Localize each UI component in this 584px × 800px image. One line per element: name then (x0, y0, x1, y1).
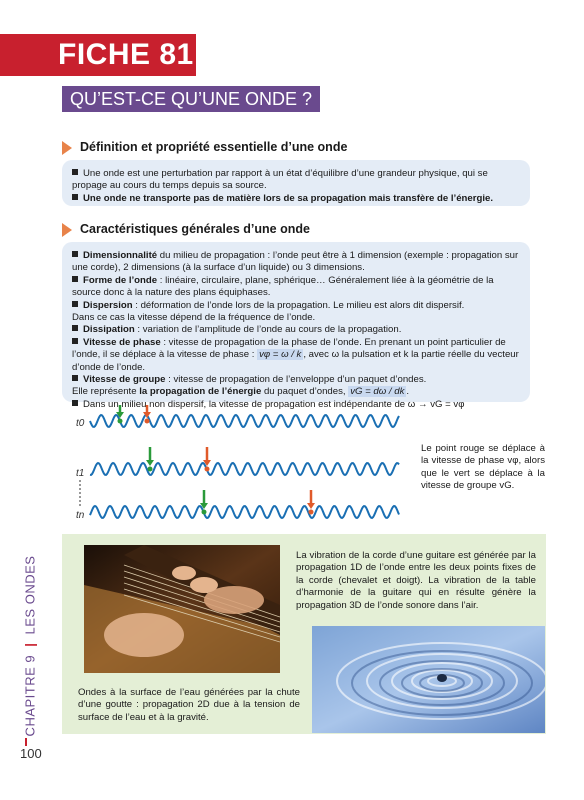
chapter-separator: | (22, 642, 38, 647)
bullet-icon (72, 251, 78, 257)
bullet-icon (72, 338, 78, 344)
page-subtitle: QU’EST-CE QU’UNE ONDE ? (62, 86, 320, 112)
item-dimensionnalite: Dimensionnalité du milieu de propagation : l’onde peut être à 1 dimension (exemple : propagation sur une corde), 2 dimensions (à la surface d’un liquide) ou 3 dimensions. (72, 250, 519, 274)
red-arrow-tn-dot (309, 510, 314, 515)
fiche-title: FICHE 81 (40, 34, 196, 76)
bullet-icon (72, 194, 78, 200)
water-caption: Ondes à la surface de l’eau générées par la chute d’une goutte : propagation 2D due à la tension de surface de l’eau et à la gravité. (78, 687, 300, 723)
bullet-icon (72, 276, 78, 282)
red-arrow-t0-dot (145, 419, 150, 424)
label-t1: t1 (76, 468, 85, 479)
item-dissipation: Dissipation : variation de l’amplitude de l’onde au cours de la propagation. (72, 324, 520, 336)
item-dispersion: Dispersion : déformation de l’onde lors de la propagation. Le milieu est alors dit dispersif. (72, 300, 520, 312)
item-vitesse-groupe: Vitesse de groupe : vitesse de propagation de l’enveloppe d’un paquet d’ondes. (72, 374, 520, 386)
red-arrow-tn-icon (307, 503, 315, 509)
label-tn: tn (76, 510, 85, 521)
chapter-number: CHAPITRE 9 (22, 654, 38, 737)
item-non-dispersif: Dans un milieu non dispersif, la vitesse de propagation est indépendante de ω → vG = vφ (72, 399, 520, 411)
definition-box (62, 160, 530, 206)
definition-line-1: Une onde est une perturbation par rapport à un état d’équilibre d’une grandeur physique, qui se propage au cours du temps depuis sa source. (72, 168, 488, 192)
bullet-icon (72, 325, 78, 331)
bullet-icon (72, 169, 78, 175)
guitar-photo (84, 545, 280, 673)
item-vitesse-groupe-energie: Elle représente la propagation de l’énergie du paquet d’ondes, vG = dω / dk . (72, 386, 410, 398)
section-title: Caractéristiques générales d’une onde (80, 222, 310, 236)
group-formula: vG = dω / dk (350, 386, 405, 398)
page-number: 100 (20, 746, 42, 761)
item-forme: Forme de l’onde : linéaire, circulaire, plane, sphérique… Généralement liée à la géométrie de la source donc à la nature des plans équiphases. (72, 274, 494, 299)
wave-line-t1 (90, 463, 399, 475)
section-arrow-icon (62, 223, 72, 237)
wave-line-t0 (90, 415, 399, 427)
green-arrow-t1-icon (146, 460, 154, 466)
chapter-side-label (20, 556, 40, 736)
item-dispersion-note: Dans ce cas la vitesse dépend de la fréquence de l’onde. (72, 312, 316, 324)
wave-packet-figure (74, 405, 404, 527)
green-arrow-tn-dot (202, 510, 207, 515)
definition-line-2: Une onde ne transporte pas de matière lors de sa propagation mais transfère de l’énergie. (72, 193, 520, 205)
item-vitesse-phase: Vitesse de phase : vitesse de propagation de la phase de l’onde. En prenant un point particulier de l’onde, il se déplace à la vitesse de phase : vφ = ω / k , avec ω la pulsation et k la partie réelle du vecteur d’onde de l’onde. (72, 336, 519, 373)
section-heading-definition (62, 140, 347, 155)
section-heading-characteristics (62, 222, 310, 237)
section-title: Définition et propriété essentielle d’une onde (80, 140, 348, 154)
water-drop-photo (312, 626, 545, 733)
bullet-icon (72, 375, 78, 381)
green-arrow-t1-dot (148, 467, 153, 472)
phase-formula: vφ = ω / k (259, 349, 302, 361)
characteristics-box (62, 242, 530, 410)
wave-line-tn (90, 506, 399, 518)
side-accent-line (25, 738, 27, 746)
wave-caption: Le point rouge se déplace à la vitesse de phase vφ, alors que le vert se déplace à la vitesse de groupe vG. (421, 443, 545, 492)
chapter-topic: LES ONDES (22, 555, 38, 635)
bullet-icon (72, 301, 78, 307)
label-t0: t0 (76, 418, 85, 429)
header-accent-bar (0, 34, 40, 76)
section-arrow-icon (62, 141, 72, 155)
red-arrow-t1-dot (205, 467, 210, 472)
green-arrow-t0-dot (118, 419, 123, 424)
guitar-caption: La vibration de la corde d’une guitare est générée par la propagation 1D de l’onde entre les deux points fixes de la corde (chevalet et doigt). La vibration de la table d’harmonie de la guitare qui en résulte génère la propagation 3D de l’onde sonore dans l’air. (296, 550, 536, 611)
